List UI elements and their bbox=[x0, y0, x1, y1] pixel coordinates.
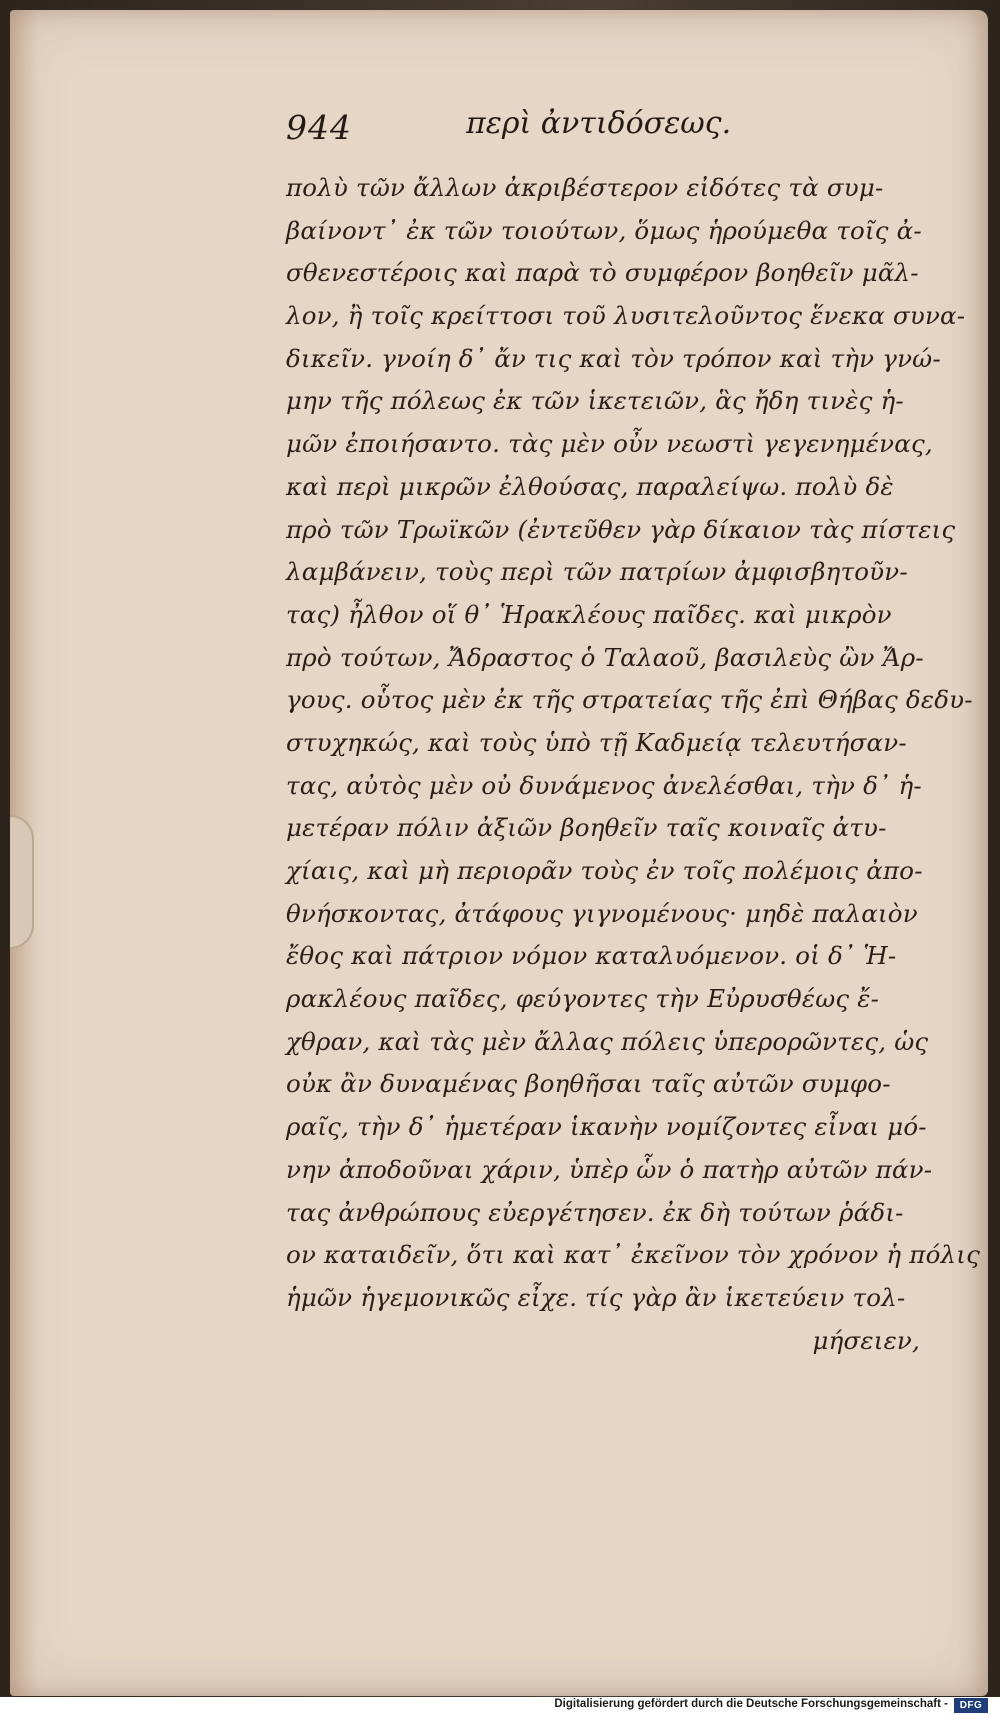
text-line: γους. οὗτος μὲν ἐκ τῆς στρατείας τῆς ἐπὶ Θήβας δεδυ- bbox=[286, 685, 973, 715]
text-line: λον, ἢ τοῖς κρείττοσι τοῦ λυσιτελοῦντος ἕνεκα συνα- bbox=[286, 301, 966, 331]
text-line: ον καταιδεῖν, ὅτι καὶ κατ᾽ ἐκεῖνον τὸν χρόνον ἡ πόλις bbox=[286, 1240, 981, 1270]
text-line: λαμβάνειν, τοὺς περὶ τῶν πατρίων ἀμφισβητοῦν- bbox=[286, 557, 908, 587]
running-title: περὶ ἀντιδόσεως. bbox=[466, 106, 732, 141]
text-line: τας, αὐτὸς μὲν οὐ δυνάμενος ἀνελέσθαι, τὴν δ᾽ ἡ- bbox=[286, 770, 922, 800]
folio-number: 944 bbox=[286, 108, 352, 147]
text-line: πρὸ τῶν Τρωϊκῶν (ἐντεῦθεν γὰρ δίκαιον τὰς πίστεις bbox=[286, 514, 956, 544]
text-line: θνήσκοντας, ἀτάφους γιγνομένους· μηδὲ παλαιὸν bbox=[286, 898, 918, 928]
text-line: χίαις, καὶ μὴ περιορᾶν τοὺς ἐν τοῖς πολέμοις ἀπο- bbox=[286, 856, 923, 885]
text-line: βαίνοντ᾽ ἐκ τῶν τοιούτων, ὅμως ἡρούμεθα τοῖς ἀ- bbox=[286, 215, 922, 245]
catchword: μήσειεν, bbox=[812, 1325, 920, 1355]
text-line: πολὺ τῶν ἄλλων ἀκριβέστερον εἰδότες τὰ συμ- bbox=[286, 173, 884, 202]
text-line: ἡμῶν ἡγεμονικῶς εἶχε. τίς γὰρ ἂν ἱκετεύειν τολ- bbox=[286, 1282, 906, 1312]
text-line: καὶ περὶ μικρῶν ἐλθούσας, παραλείψω. πολὺ δὲ bbox=[286, 471, 894, 501]
text-block bbox=[286, 167, 981, 1362]
page-header bbox=[286, 108, 886, 152]
text-line: μῶν ἐποιήσαντο. τὰς μὲν οὖν νεωστὶ γεγενημένας, bbox=[286, 429, 933, 459]
text-line: τας ἀνθρώπους εὐεργέτησεν. ἐκ δὴ τούτων ῥάδι- bbox=[286, 1197, 904, 1227]
text-line: ἔθος καὶ πάτριον νόμον καταλυόμενον. οἱ δ᾽ Ἡ- bbox=[286, 941, 897, 971]
text-line: δικεῖν. γνοίη δ᾽ ἄν τις καὶ τὸν τρόπον καὶ τὴν γνώ- bbox=[286, 343, 941, 373]
text-line: μετέραν πόλιν ἀξιῶν βοηθεῖν ταῖς κοιναῖς ἀτυ- bbox=[286, 813, 887, 843]
text-line: στυχηκώς, καὶ τοὺς ὑπὸ τῇ Καδμείᾳ τελευτήσαν- bbox=[286, 727, 907, 757]
text-line: σθενεστέροις καὶ παρὰ τὸ συμφέρον βοηθεῖν μᾶλ- bbox=[286, 258, 919, 288]
page-clasp bbox=[10, 815, 34, 949]
text-line: οὐκ ἂν δυναμένας βοηθῆσαι ταῖς αὐτῶν συμφο- bbox=[286, 1069, 891, 1099]
text-line: ρακλέους παῖδες, φεύγοντες τὴν Εὐρυσθέως ἔ- bbox=[286, 984, 880, 1014]
funding-credit: Digitalisierung gefördert durch die Deutsche Forschungsgemeinschaft - bbox=[554, 1698, 948, 1710]
text-line: νην ἀποδοῦναι χάριν, ὑπὲρ ὧν ὁ πατὴρ αὐτῶν πάν- bbox=[286, 1154, 933, 1184]
text-line: χθραν, καὶ τὰς μὲν ἄλλας πόλεις ὑπερορῶντες, ὡς bbox=[286, 1026, 929, 1056]
text-line: τας) ἦλθον οἵ θ᾽ Ἡρακλέους παῖδες. καὶ μικρὸν bbox=[286, 599, 892, 629]
text-line: πρὸ τούτων, Ἄδραστος ὁ Ταλαοῦ, βασιλεὺς ὢν Ἄρ- bbox=[286, 642, 924, 672]
text-line: ραῖς, τὴν δ᾽ ἡμετέραν ἱκανὴν νομίζοντες εἶναι μό- bbox=[286, 1112, 927, 1142]
dfg-logo: DFG bbox=[954, 1698, 988, 1713]
digitization-footer bbox=[0, 1697, 1000, 1715]
text-line: μην τῆς πόλεως ἐκ τῶν ἱκετειῶν, ἃς ἤδη τινὲς ἡ- bbox=[286, 386, 904, 416]
